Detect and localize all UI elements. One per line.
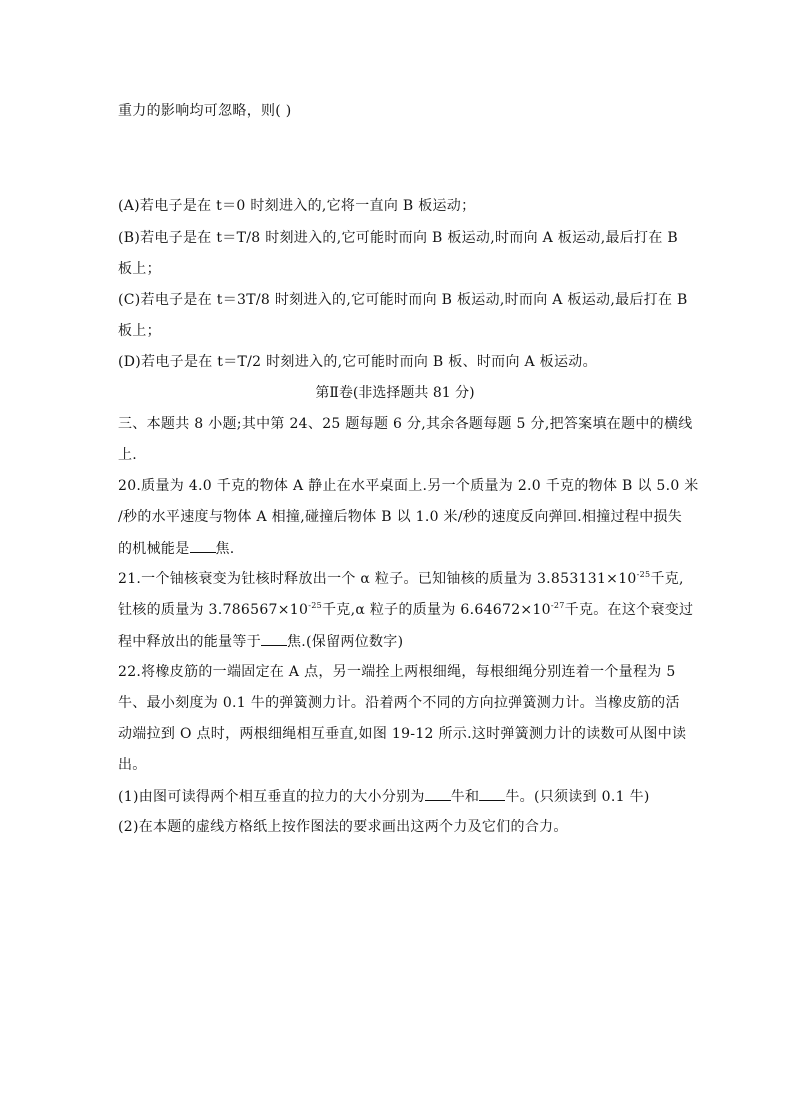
q21-line1 [118,569,684,589]
q21-line3 [118,631,403,652]
q21-text-e: 千克。在这个衰变过 [564,602,694,618]
q22-line2: 牛、最小刻度为 0.1 牛的弹簧测力计。沿着两个不同的方向拉弹簧测力计。当橡皮筋的活 [118,695,680,711]
section-intro-line2: 上. [118,447,138,463]
q20-text-b: 焦. [215,541,235,557]
q22-text-c: 牛。(只须读到 0.1 牛) [505,789,650,805]
answer-blank[interactable] [479,786,505,801]
section-title: 第Ⅱ卷(非选择题共 81 分) [315,385,475,401]
q20-line3 [118,538,235,559]
option-d: (D)若电子是在 t＝T/2 时刻进入的,它可能时而向 B 板、时而向 A 板运动。 [118,354,597,370]
section-intro-line1: 三、本题共 8 小题;其中第 24、25 题每题 6 分,其余各题每题 5 分,把答案填在题中的横线 [118,416,693,432]
q20-text-a: 的机械能是 [118,541,190,557]
intro-line: 重力的影响均可忽略，则( ) [118,103,292,119]
q21-text-d: 千克,α 粒子的质量为 6.64672×10 [322,602,551,618]
q22-text-a: (1)由图可读得两个相互垂直的拉力的大小分别为 [118,789,425,805]
option-a: (A)若电子是在 t＝0 时刻进入的,它将一直向 B 板运动； [118,198,476,214]
exponent: -25 [308,601,322,610]
exponent: -27 [550,601,565,610]
q22-line1: 22.将橡皮筋的一端固定在 A 点，另一端拴上两根细绳，每根细绳分别连着一个量程为 5 [118,664,676,680]
q21-text-a: 21.一个铀核衰变为钍核时释放出一个 α 粒子。已知铀核的质量为 3.853131×10 [118,571,637,587]
option-b-line2: 板上； [118,261,161,277]
q20-line2: /秒的水平速度与物体 A 相撞,碰撞后物体 B 以 1.0 米/秒的速度反向弹回.相撞过程中损失 [118,509,683,525]
answer-blank[interactable] [261,631,287,646]
q21-line2 [118,600,693,620]
q21-text-g: 焦.(保留两位数字) [287,634,404,650]
q22-line4: 出。 [118,757,147,773]
q20-line1: 20.质量为 4.0 千克的物体 A 静止在水平桌面上.另一个质量为 2.0 千克的物体 B 以 5.0 米 [118,478,699,494]
option-c-line1: (C)若电子是在 t＝3T/8 时刻进入的,它可能时而向 B 板运动,时而向 A 板运动,最后打在 B [118,292,688,308]
exponent: -25 [636,570,651,579]
option-c-line2: 板上； [118,323,161,339]
q21-text-b: 千克, [650,571,684,587]
q22-part2: (2)在本题的虚线方格纸上按作图法的要求画出这两个力及它们的合力。 [118,819,568,835]
q21-text-f: 程中释放出的能量等于 [118,634,261,650]
q22-text-b: 牛和 [450,789,480,805]
answer-blank[interactable] [425,786,451,801]
answer-blank[interactable] [190,538,216,553]
q21-text-c: 钍核的质量为 3.786567×10 [118,602,309,618]
q22-part1 [118,786,650,807]
q22-line3: 动端拉到 O 点时，两根细绳相互垂直,如图 19-12 所示.这时弹簧测力计的读数可从图中读 [118,726,687,742]
option-b-line1: (B)若电子是在 t＝T/8 时刻进入的,它可能时而向 B 板运动,时而向 A 板运动,最后打在 B [118,230,678,246]
